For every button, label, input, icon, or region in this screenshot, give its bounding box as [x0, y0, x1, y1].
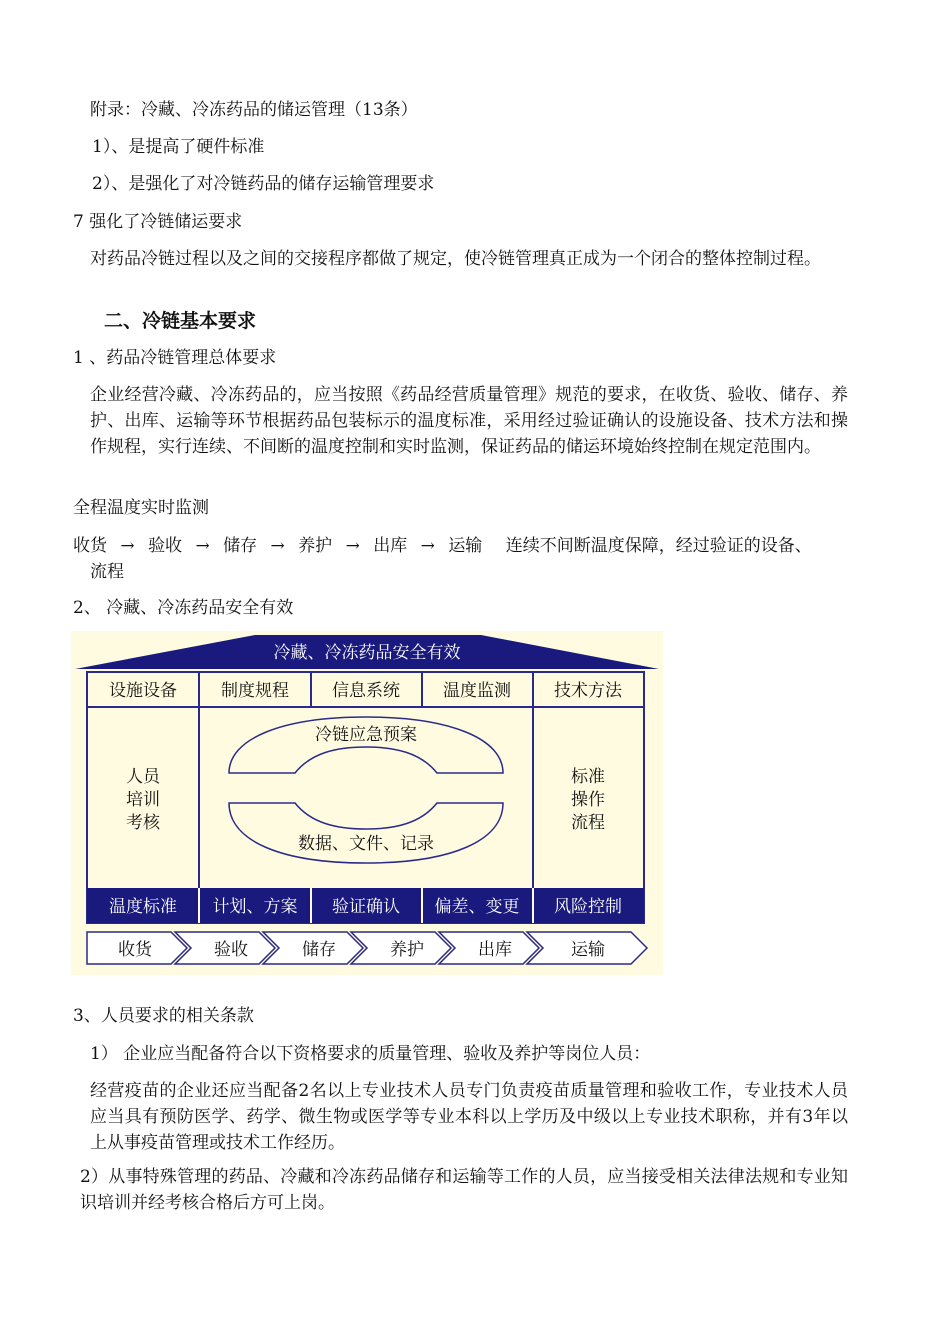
flow-step: 出库: [373, 536, 408, 556]
arrow-icon: →: [195, 536, 210, 556]
bottom-cell-label: 验证确认: [332, 897, 400, 917]
chevron-label: 收货: [118, 940, 152, 960]
section-body: 企业经营冷藏、冷冻药品的，应当按照《药品经营质量管理》规范的要求，在收货、验收、储存、养护、出库、运输等环节根据药品包装标示的温度标准，采用经过验证确认的设施设备、技术方法和操作规程，实行连续、不间断的温度控制和实时监测，保证药品的储运环境始终控制在规定范围内。: [90, 385, 848, 457]
chevron-label: 储存: [302, 940, 336, 960]
chevron-label: 验收: [214, 940, 248, 960]
left-col-label: 考核: [126, 813, 160, 833]
bottom-cell-label: 风险控制: [554, 897, 622, 917]
bottom-cell-label: 温度标准: [109, 897, 177, 917]
flow-step: 养护: [298, 536, 333, 556]
list-item: 1） 企业应当配备符合以下资格要求的质量管理、验收及养护等岗位人员：: [90, 1044, 651, 1064]
chevron-row: [87, 932, 647, 964]
section-body: 2）从事特殊管理的药品、冷藏和冷冻药品储存和运输等工作的人员，应当接受相关法律法规和专业知识培训并经考核合格后方可上岗。: [80, 1167, 848, 1213]
flow-step: 验收: [148, 536, 183, 556]
section-title: 3、人员要求的相关条款: [73, 1006, 254, 1026]
center-bottom-label: 数据、文件、记录: [298, 834, 434, 854]
flow-step: 储存: [223, 536, 258, 556]
arrow-icon: →: [270, 536, 285, 556]
top-cell-label: 信息系统: [332, 681, 400, 701]
section-title: 2、 冷藏、冷冻药品安全有效: [73, 598, 294, 618]
top-cell-label: 设施设备: [109, 681, 177, 701]
section-body: 对药品冷链过程以及之间的交接程序都做了规定，使冷链管理真正成为一个闭合的整体控制过程。: [90, 249, 821, 269]
arrow-icon: →: [345, 536, 360, 556]
chevron-label: 出库: [478, 940, 512, 960]
section-title: 7 强化了冷链储运要求: [73, 212, 243, 232]
list-item: 2）、是强化了对冷链药品的储存运输管理要求: [92, 174, 435, 194]
top-cell-label: 制度规程: [221, 681, 289, 701]
bottom-cell-label: 偏差、变更: [434, 897, 520, 917]
right-col-label: 标准: [571, 767, 605, 787]
page-heading: 二、冷链基本要求: [104, 310, 257, 332]
cold-chain-diagram: [71, 631, 663, 975]
arrow-icon: →: [420, 536, 435, 556]
bottom-cell-label: 计划、方案: [212, 897, 298, 917]
appendix-title: 附录：冷藏、冷冻药品的储运管理（13条）: [90, 100, 418, 120]
left-col-label: 培训: [126, 790, 160, 810]
flow-tail-continued: 流程: [90, 562, 124, 582]
top-cell-label: 技术方法: [554, 681, 622, 701]
right-col-label: 操作: [571, 790, 605, 810]
right-col-label: 流程: [571, 813, 605, 833]
flow-tail: 连续不间断温度保障，经过验证的设备、: [505, 536, 812, 556]
center-top-label: 冷链应急预案: [315, 725, 417, 745]
flow-line: [73, 536, 812, 556]
arrow-icon: →: [120, 536, 135, 556]
top-cell-label: 温度监测: [443, 681, 511, 701]
flow-step: 运输: [448, 536, 483, 556]
chevron-label: 运输: [571, 940, 605, 960]
left-col-label: 人员: [126, 767, 160, 787]
section-body: 经营疫苗的企业还应当配备2名以上专业技术人员专门负责疫苗质量管理和验收工作，专业技术人员应当具有预防医学、药学、微生物或医学等专业本科以上学历及中级以上专业技术职称，并有3年以上从事疫苗管理或技术工作经历。: [90, 1081, 848, 1153]
section-title: 1 、药品冷链管理总体要求: [73, 348, 277, 368]
roof-label: 冷藏、冷冻药品安全有效: [273, 643, 461, 663]
list-item: 1）、是提高了硬件标准: [92, 137, 265, 157]
chevron-label: 养护: [390, 940, 424, 960]
monitor-title: 全程温度实时监测: [73, 498, 209, 518]
flow-step: 收货: [73, 536, 107, 556]
